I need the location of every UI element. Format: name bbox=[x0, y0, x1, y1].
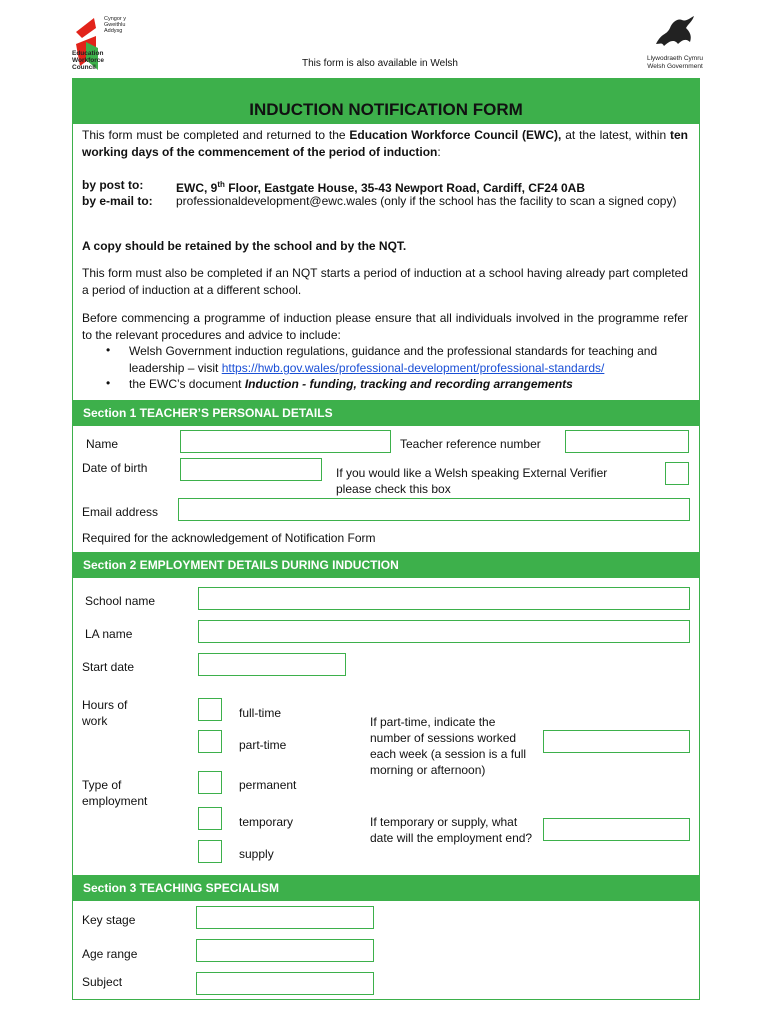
wg-line-2: Welsh Government bbox=[647, 63, 703, 70]
ewc-english-line-1: Education bbox=[72, 50, 104, 57]
welsh-verifier-label: If you would like a Welsh speaking External Verifier please check this box bbox=[336, 466, 608, 496]
key-stage-field[interactable] bbox=[196, 906, 374, 929]
email-address-text: professionaldevelopment@ewc.wales (only if the school has the facility to scan a signed copy) bbox=[176, 194, 677, 208]
dob-field[interactable] bbox=[180, 458, 322, 481]
section2-header: Section 2 EMPLOYMENT DETAILS DURING INDUCTION bbox=[73, 552, 699, 578]
ewc-welsh-line-1: Cyngor y bbox=[104, 16, 127, 22]
hours-of-work-label: Hours of work bbox=[82, 698, 128, 728]
post-address-sup: th bbox=[217, 180, 225, 189]
teacher-ref-field[interactable] bbox=[565, 430, 689, 453]
section3-header: Section 3 TEACHING SPECIALISM bbox=[73, 875, 699, 901]
permanent-label: permanent bbox=[239, 778, 297, 792]
parttime-checkbox[interactable] bbox=[198, 730, 222, 753]
bullet-2-text: the EWC’s document bbox=[129, 377, 245, 391]
age-range-label: Age range bbox=[82, 947, 138, 961]
ewc-english-line-3: Council bbox=[72, 64, 96, 71]
teacher-ref-label: Teacher reference number bbox=[400, 437, 541, 451]
post-label: by post to: bbox=[82, 178, 144, 192]
post-address-b: Floor, Eastgate House, 35-43 Newport Road, Cardiff, CF24 0AB bbox=[224, 181, 585, 195]
ewc-english-line-2: Workforce bbox=[72, 57, 105, 64]
intro-text-e: : bbox=[437, 145, 441, 159]
age-range-field[interactable] bbox=[196, 939, 374, 962]
ack-note: Required for the acknowledgement of Notification Form bbox=[82, 531, 376, 545]
la-name-label: LA name bbox=[85, 627, 133, 641]
type-of-employment-label: Type of employment bbox=[82, 778, 148, 808]
subject-label: Subject bbox=[82, 975, 123, 989]
temporary-checkbox[interactable] bbox=[198, 807, 222, 830]
parttime-sessions-label: If part-time, indicate the number of sessions worked each week (a session is a full morning or afternoon) bbox=[370, 715, 527, 777]
start-date-label: Start date bbox=[82, 660, 135, 674]
employment-end-field[interactable] bbox=[543, 818, 690, 841]
bullet-1 bbox=[129, 343, 689, 377]
bullet-2 bbox=[129, 376, 689, 393]
name-label: Name bbox=[86, 437, 119, 451]
dragon-icon bbox=[652, 14, 698, 50]
bullet-1-text: Welsh Government induction regulations, guidance and the professional standards for teaching and leadership – visit bbox=[129, 344, 658, 375]
nqt-note: This form must also be completed if an NQT starts a period of induction at a school having already part completed a period of induction at a different school. bbox=[82, 266, 688, 297]
parttime-label: part-time bbox=[239, 738, 287, 752]
post-address-a: EWC, 9 bbox=[176, 181, 218, 195]
intro-text-ewc: Education Workforce Council (EWC), bbox=[349, 128, 562, 142]
start-date-field[interactable] bbox=[198, 653, 346, 676]
intro-text-a: This form must be completed and returned to the bbox=[82, 128, 350, 142]
before-note: Before commencing a programme of induction please ensure that all individuals involved in the programme refer to the relevant procedures and advice to include: bbox=[82, 311, 688, 342]
intro-text-c: at the latest, within bbox=[561, 128, 670, 142]
school-name-label: School name bbox=[85, 594, 156, 608]
professional-standards-link[interactable]: https://hwb.gov.wales/professional-development/professional-standards/ bbox=[221, 361, 605, 375]
dob-label: Date of birth bbox=[82, 461, 148, 475]
welsh-availability-note: This form is also available in Welsh bbox=[302, 58, 458, 69]
temporary-label: temporary bbox=[239, 815, 294, 829]
copy-note: A copy should be retained by the school and by the NQT. bbox=[82, 239, 407, 253]
ewc-welsh-line-2: Gweithlu bbox=[104, 22, 126, 28]
bullet-icon-2: • bbox=[106, 376, 111, 390]
parttime-sessions-field[interactable] bbox=[543, 730, 690, 753]
employment-end-label: If temporary or supply, what date will the employment end? bbox=[370, 815, 533, 845]
fulltime-label: full-time bbox=[239, 706, 282, 720]
ewc-welsh-line-3: Addysg bbox=[104, 28, 123, 34]
wg-line-1: Llywodraeth Cymru bbox=[647, 55, 703, 62]
email-address-field[interactable] bbox=[178, 498, 690, 521]
supply-checkbox[interactable] bbox=[198, 840, 222, 863]
permanent-checkbox[interactable] bbox=[198, 771, 222, 794]
fulltime-checkbox[interactable] bbox=[198, 698, 222, 721]
welsh-verifier-checkbox[interactable] bbox=[665, 462, 689, 485]
email-address-label: Email address bbox=[82, 505, 159, 519]
name-field[interactable] bbox=[180, 430, 391, 453]
intro-paragraph bbox=[82, 127, 688, 161]
bullet-2-doc-title: Induction - funding, tracking and recording arrangements bbox=[244, 377, 573, 391]
form-title: INDUCTION NOTIFICATION FORM bbox=[249, 100, 523, 119]
bullet-icon-1: • bbox=[106, 343, 111, 357]
intro-text-deadline: ten working days of the commencement of the period of induction bbox=[82, 128, 688, 159]
supply-label: supply bbox=[239, 847, 274, 861]
email-label: by e-mail to: bbox=[82, 194, 153, 208]
section1-header: Section 1 TEACHER’S PERSONAL DETAILS bbox=[73, 400, 699, 426]
la-name-field[interactable] bbox=[198, 620, 690, 643]
key-stage-label: Key stage bbox=[82, 913, 136, 927]
school-name-field[interactable] bbox=[198, 587, 690, 610]
subject-field[interactable] bbox=[196, 972, 374, 995]
